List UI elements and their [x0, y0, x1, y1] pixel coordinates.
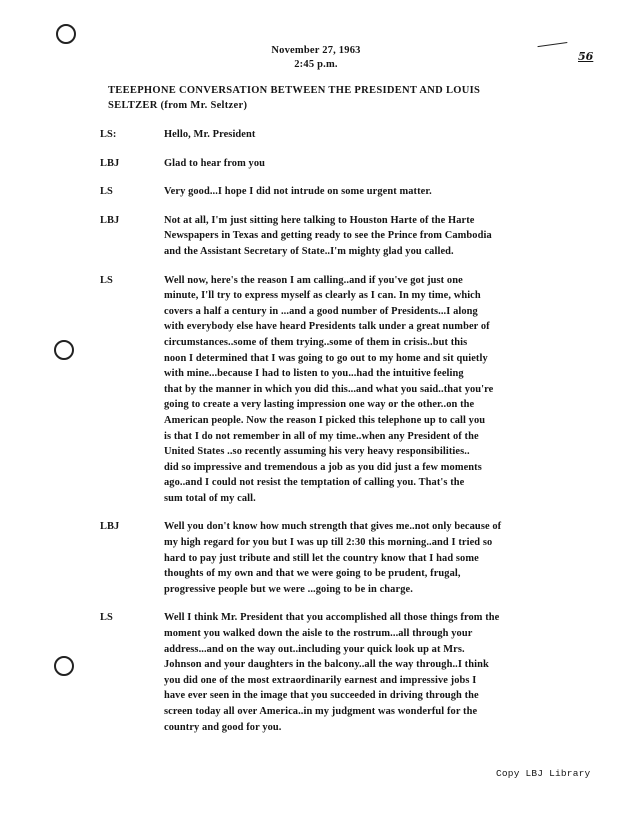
speaker-label: LS — [100, 612, 113, 624]
date: November 27, 1963 — [271, 45, 361, 56]
speaker-label: LBJ — [100, 214, 120, 226]
speech-line: Newspapers in Texas and getting ready to see the Prince from Cambodia — [164, 230, 492, 242]
speech-line: Not at all, I'm just sitting here talking to Houston Harte of the Harte — [164, 214, 475, 226]
speech-line: noon I determined that I was going to go out to my home and sit quietly — [164, 352, 488, 364]
punch-hole-top — [56, 24, 76, 44]
speech-line: with everybody else have heard Presidents talk under a great number of — [164, 321, 490, 333]
speech-line: American people. Now the reason I picked this telephone up to call you — [164, 414, 486, 426]
speech-line: my high regard for you but I was up till 2:30 this morning..and I tried so — [164, 537, 493, 549]
document-title — [108, 83, 538, 113]
page-number: 56 — [578, 50, 594, 63]
speech-text — [164, 156, 619, 172]
speech-line: ago..and I could not resist the temptation of calling you. That's the — [164, 477, 465, 489]
punch-hole-middle — [54, 340, 74, 360]
speech-line: address...and on the way out..including your quick look up at Mrs. — [164, 643, 465, 655]
speech-line: minute, I'll try to express myself as clearly as I can. In my time, which — [164, 290, 481, 302]
title-line: TEEEPHONE CONVERSATION BETWEEN THE PRESIDENT AND LOUIS — [108, 85, 481, 96]
speech-line: progressive people but we were ...going to be in charge. — [164, 583, 413, 595]
speech-line: circumstances..some of them trying..some of them in crisis..but this — [164, 336, 468, 348]
speech-line: Glad to hear from you — [164, 157, 266, 169]
speech-line: thoughts of my own and that we were going to be prudent, frugal, — [164, 568, 461, 580]
transcript-entry — [100, 273, 620, 507]
speech-line: Very good...I hope I did not intrude on some urgent matter. — [164, 186, 432, 198]
speaker-label: LBJ — [100, 157, 120, 169]
speech-line: hard to pay just tribute and still let the country know that I had some — [164, 552, 479, 564]
speech-line: United States ..so recently assuming his very heavy responsibilities.. — [164, 446, 470, 458]
speech-line: Well I think Mr. President that you accomplished all those things from the — [164, 612, 500, 624]
speech-line: screen today all over America..in my judgment was wonderful for the — [164, 706, 478, 717]
speech-line: have ever seen in the image that you succeeded in driving through the — [164, 690, 479, 702]
title-line: SELTZER (from Mr. Seltzer) — [108, 100, 248, 111]
handwritten-dash — [538, 42, 569, 55]
speech-line: and the Assistant Secretary of State..I'm mighty glad you called. — [164, 245, 454, 257]
speech-line: covers a half a century in ...and a good number of Presidents...I along — [164, 305, 478, 317]
speech-text — [164, 519, 619, 597]
speaker-label: LBJ — [100, 521, 120, 533]
speaker-label: LS: — [100, 129, 117, 140]
speech-line: Well you don't know how much strength that gives me..not only because of — [164, 521, 502, 533]
speech-line: country and good for you. — [164, 721, 282, 733]
speaker-label: LS — [100, 274, 113, 286]
speech-line: is that I do not remember in all of my time..when any President of the — [164, 430, 479, 442]
speech-line: sum total of my call. — [164, 492, 256, 504]
speech-text — [164, 127, 619, 143]
transcript — [100, 127, 620, 735]
library-footer: Copy LBJ Library — [496, 768, 591, 779]
speech-line: Hello, Mr. President — [164, 129, 256, 140]
speech-text — [164, 610, 619, 735]
transcript-entry — [100, 519, 620, 597]
speaker-label: LS — [100, 186, 113, 198]
speech-line: Well now, here's the reason I am calling..and if you've got just one — [164, 274, 463, 286]
date-time-block — [246, 44, 386, 72]
speech-line: you did one of the most extraordinarily earnest and impressive jobs I — [164, 674, 477, 686]
speech-line: going to create a very lasting impression one way or the other..on the — [164, 399, 475, 411]
speech-line: that by the manner in which you did this...and what you said..that you're — [164, 383, 494, 395]
time: 2:45 p.m. — [294, 59, 338, 70]
transcript-entry — [100, 156, 620, 172]
speech-text — [164, 184, 619, 200]
speech-line: did so impressive and tremendous a job as you did just a few moments — [164, 461, 482, 473]
speech-text — [164, 273, 619, 507]
transcript-entry — [100, 127, 620, 143]
transcript-entry — [100, 213, 620, 260]
speech-text — [164, 213, 619, 260]
punch-hole-bottom — [54, 656, 74, 676]
speech-line: moment you walked down the aisle to the rostrum...all through your — [164, 628, 473, 640]
speech-line: Johnson and your daughters in the balcony..all the way through..I think — [164, 659, 489, 671]
transcript-entry — [100, 610, 620, 735]
speech-line: with mine...because I had to listen to you...had the intuitive feeling — [164, 368, 464, 380]
transcript-entry — [100, 184, 620, 200]
